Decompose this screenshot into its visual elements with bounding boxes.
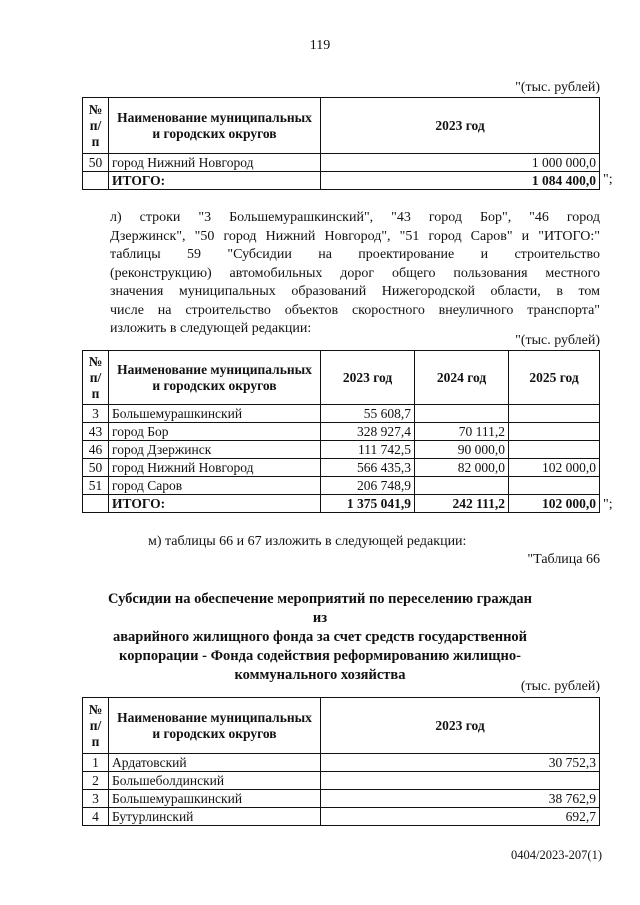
table2-unit: "(тыс. рублей) xyxy=(515,333,600,348)
page-number: 119 xyxy=(309,38,331,53)
table2 xyxy=(82,350,600,513)
table2-header-2024: 2024 год xyxy=(415,351,509,405)
table-row: 50 город Нижний Новгород 566 435,3 82 000,0 102 000,0 xyxy=(83,459,600,477)
table-row: 3 Большемурашкинский 38 762,9 xyxy=(83,790,600,808)
table3-unit: (тыс. рублей) xyxy=(520,679,600,694)
table-row: 51 город Саров 206 748,9 xyxy=(83,477,600,495)
table-reference: "Таблица 66 xyxy=(527,552,600,567)
table2-header-name: Наименование муниципальных и городских округов xyxy=(109,351,321,405)
table2-header-num: № п/п xyxy=(83,351,109,405)
table1-closing: "; xyxy=(603,172,613,187)
paragraph-l-line1: л) строки "3 Большемурашкинский", "43 город Бор", "46 город xyxy=(110,210,600,225)
table3-header-num: № п/п xyxy=(83,698,109,754)
table2-closing: "; xyxy=(603,497,613,512)
table1 xyxy=(82,97,600,190)
table-row: 4 Бутурлинский 692,7 xyxy=(83,808,600,826)
table-row: 46 город Дзержинск 111 742,5 90 000,0 xyxy=(83,441,600,459)
table-total-row: ИТОГО: 1 084 400,0 xyxy=(83,172,600,190)
table2-header-2023: 2023 год xyxy=(321,351,415,405)
table1-unit: "(тыс. рублей) xyxy=(515,80,600,95)
table3-header-2023: 2023 год xyxy=(321,698,600,754)
table-row: 3 Большемурашкинский 55 608,7 xyxy=(83,405,600,423)
table3 xyxy=(82,697,600,826)
section-title: Субсидии на обеспечение мероприятий по переселению граждан из аварийного жилищного фонда за счет средств государственной корпорации - Фонда содействия реформированию жилищно- коммунального хозяйства xyxy=(107,591,533,683)
paragraph-m: м) таблицы 66 и 67 изложить в следующей редакции: xyxy=(148,534,467,549)
table1-header-name: Наименование муниципальных и городских округов xyxy=(109,98,321,154)
table2-header-2025: 2025 год xyxy=(509,351,600,405)
table-row: 2 Большеболдинский xyxy=(83,772,600,790)
table-row: 43 город Бор 328 927,4 70 111,2 xyxy=(83,423,600,441)
document-code: 0404/2023-207(1) xyxy=(511,848,602,862)
table-row: 1 Ардатовский 30 752,3 xyxy=(83,754,600,772)
table3-header-name: Наименование муниципальных и городских округов xyxy=(109,698,321,754)
table1-header-2023: 2023 год xyxy=(321,98,600,154)
paragraph-l-body: Дзержинск", "50 город Нижний Новгород", "51 город Саров" и "ИТОГО:" xyxy=(110,229,600,244)
table-row: 50 город Нижний Новгород 1 000 000,0 xyxy=(83,154,600,172)
table1-header-num: № п/п xyxy=(83,98,109,154)
table-total-row: ИТОГО: 1 375 041,9 242 111,2 102 000,0 xyxy=(83,495,600,513)
